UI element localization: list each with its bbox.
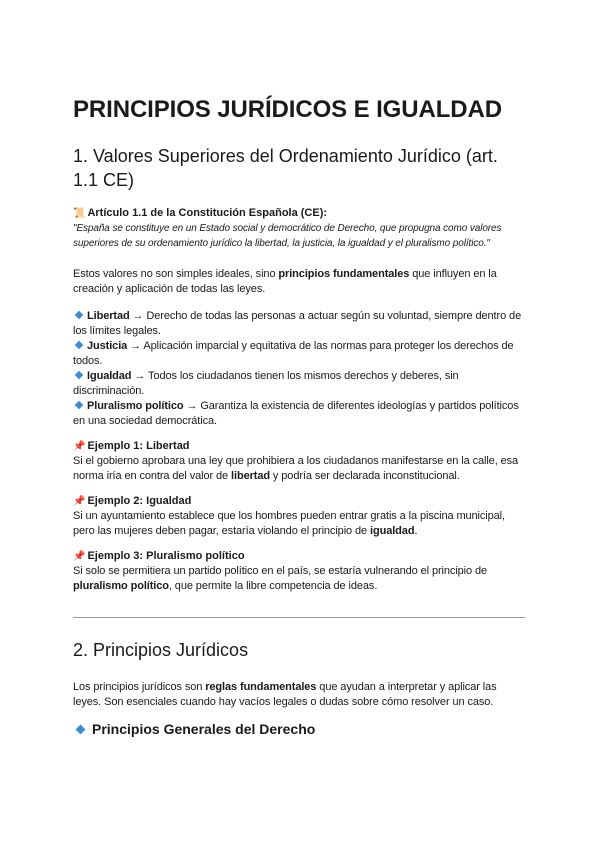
values-list [73, 309, 524, 429]
example-3 [73, 549, 524, 594]
article-heading [73, 206, 524, 221]
document-title: PRINCIPIOS JURÍDICOS E IGUALDAD [73, 96, 502, 123]
example-title-text: Ejemplo 3: Pluralismo político [87, 550, 245, 562]
intro-bold: principios fundamentales [278, 268, 410, 280]
example-text [73, 454, 524, 484]
example-1 [73, 439, 524, 484]
example-text [73, 509, 524, 539]
diamond-icon [76, 724, 86, 734]
value-item-pluralismo [73, 399, 524, 429]
value-item-libertad [73, 309, 524, 339]
intro-text-1: Estos valores no son simples ideales, sino [73, 268, 279, 280]
example-2 [73, 494, 524, 539]
value-name: Justicia [87, 340, 128, 352]
example-title [73, 439, 524, 454]
value-desc: → Garantiza la existencia de diferentes ideologías y partidos políticos en una sociedad democrática. [73, 400, 519, 427]
intro-paragraph [73, 267, 524, 297]
value-item-igualdad [73, 369, 524, 399]
value-name: Igualdad [87, 370, 132, 382]
example-text-1: Si solo se permitiera un partido político en el país, se estaría vulnerando el principio de [73, 565, 488, 577]
example-title-text: Ejemplo 2: Igualdad [87, 495, 192, 507]
diamond-icon [75, 311, 83, 319]
example-text-1: Si el gobierno aprobara una ley que prohibiera a los ciudadanos manifestarse en la calle, esa norma iría en contra del valor de [73, 455, 519, 482]
subheading-principios-generales [73, 720, 524, 738]
section-2-text-1: Los principios jurídicos son [73, 681, 206, 693]
diamond-icon [75, 341, 83, 349]
value-desc: → Aplicación imparcial y equitativa de las normas para proteger los derechos de todos. [73, 340, 514, 367]
diamond-icon [75, 371, 83, 379]
value-item-justicia [73, 339, 524, 369]
article-heading-text: Artículo 1.1 de la Constitución Española (CE): [87, 207, 328, 219]
pushpin-icon: 📌 [73, 551, 86, 562]
example-text-2: . [414, 525, 418, 537]
scroll-icon: 📜 [73, 208, 86, 219]
section-2-title: 2. Principios Jurídicos [73, 640, 249, 660]
example-bold: pluralismo político [73, 580, 169, 592]
example-text-2: y podría ser declarada inconstitucional. [269, 470, 460, 482]
section-divider [73, 617, 525, 618]
section-2-paragraph [73, 680, 524, 710]
article-quote: "España se constituye en un Estado social y democrático de Derecho, que propugna como valores superiores de su ordenamiento jurídico la libertad, la justicia, la igualdad y el pluralismo político." [73, 223, 502, 249]
example-title [73, 549, 524, 564]
example-bold: igualdad [370, 525, 415, 537]
section-2-text-2: que ayudan a interpretar y aplicar las leyes. Son esenciales cuando hay vacíos legales o dudas sobre cómo resolver un caso. [73, 681, 497, 708]
intro-text-2: que influyen en la creación y aplicación de todas las leyes. [73, 268, 497, 295]
section-1-title: 1. Valores Superiores del Ordenamiento Jurídico (art. 1.1 CE) [73, 146, 498, 190]
diamond-icon [75, 401, 83, 409]
pushpin-icon: 📌 [73, 441, 86, 452]
value-desc: → Derecho de todas las personas a actuar según su voluntad, siempre dentro de los límites legales. [73, 310, 522, 337]
pushpin-icon: 📌 [73, 496, 86, 507]
example-title [73, 494, 524, 509]
subheading-text: Principios Generales del Derecho [92, 721, 316, 737]
value-name: Libertad [87, 310, 130, 322]
section-2-bold: reglas fundamentales [205, 681, 317, 693]
value-desc: → Todos los ciudadanos tienen los mismos derechos y deberes, sin discriminación. [73, 370, 459, 397]
example-title-text: Ejemplo 1: Libertad [87, 440, 190, 452]
example-bold: libertad [231, 470, 270, 482]
example-text-2: , que permite la libre competencia de ideas. [168, 580, 378, 592]
example-text [73, 564, 524, 594]
value-name: Pluralismo político [87, 400, 184, 412]
example-text-1: Si un ayuntamiento establece que los hombres pueden entrar gratis a la piscina municipal, pero las mujeres deben pagar, estaría violando el principio de [73, 510, 505, 537]
